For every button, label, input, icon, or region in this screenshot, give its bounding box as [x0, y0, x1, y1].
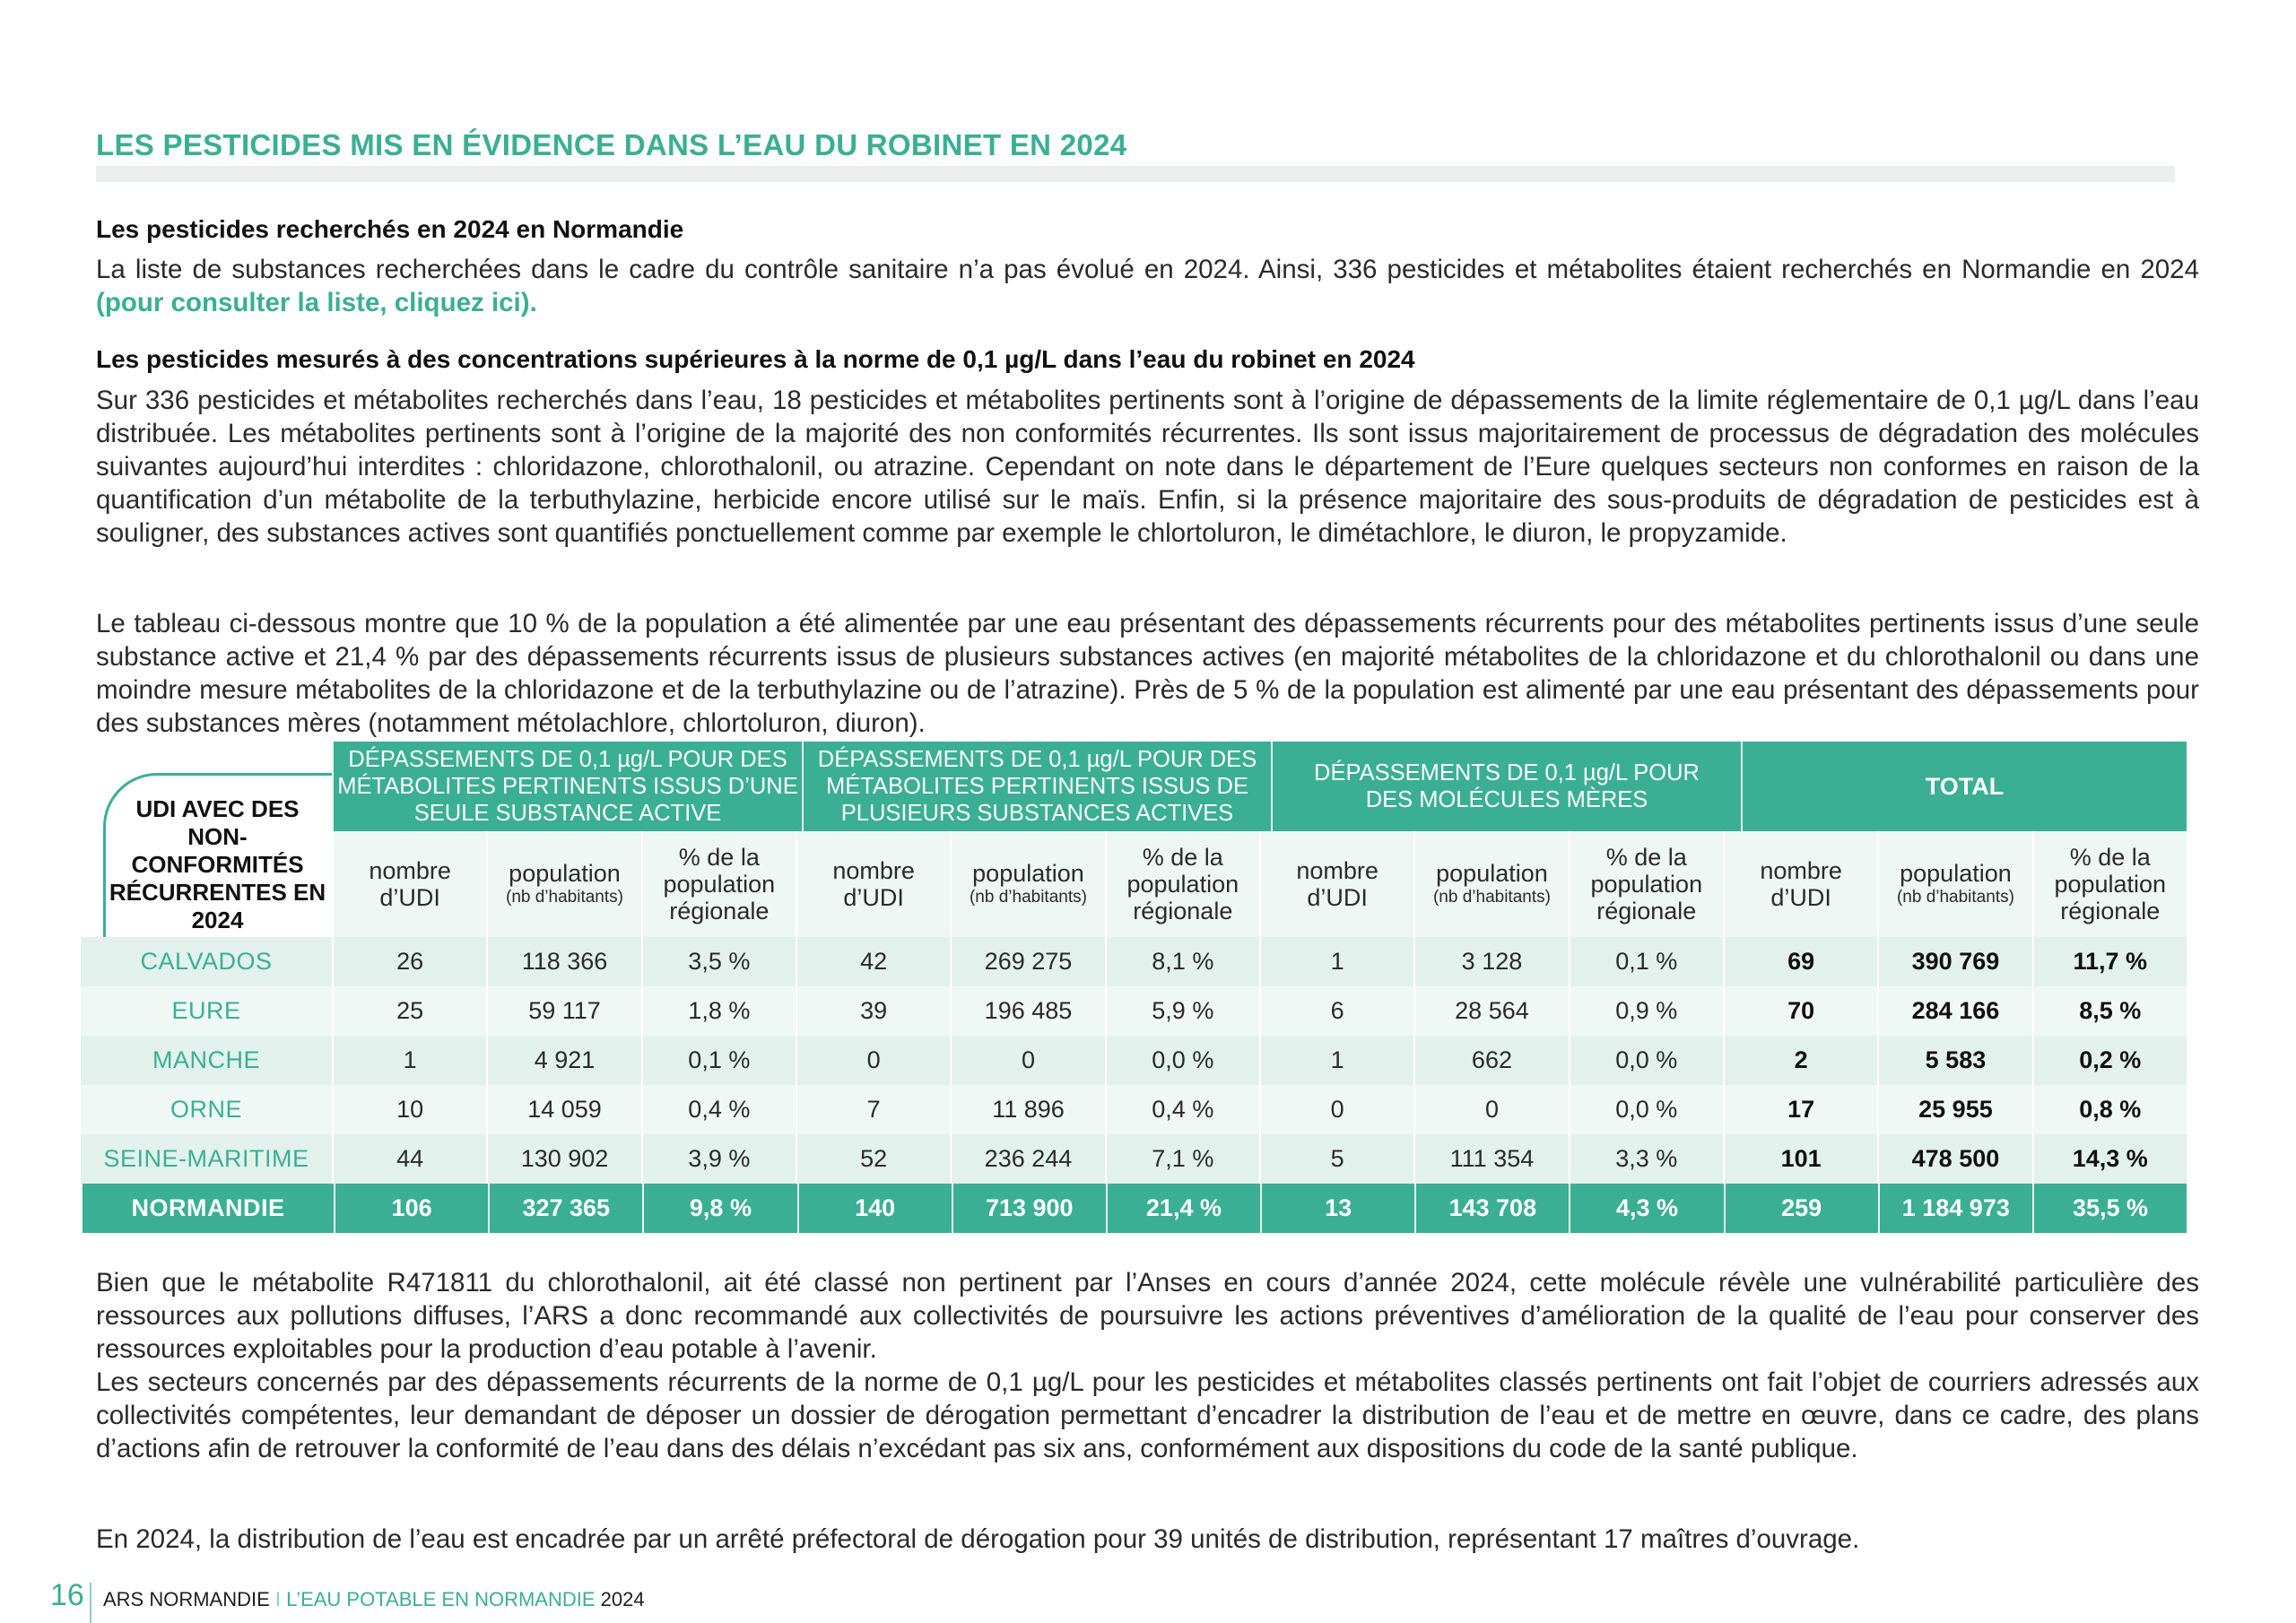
table-cell: 713 900 — [952, 1184, 1106, 1233]
footer-divider — [90, 1583, 91, 1623]
department-name: MANCHE — [152, 1046, 260, 1073]
table-cell: 8,5 % — [2032, 986, 2187, 1036]
table-cell: 106 — [334, 1184, 488, 1233]
table-cell: 327 365 — [488, 1184, 642, 1233]
table-cell: 0,2 % — [2032, 1036, 2187, 1085]
subheader-population-label: population — [1436, 860, 1548, 887]
table-cell: 6 — [1259, 986, 1413, 1036]
table-cell: 1 184 973 — [1878, 1184, 2032, 1233]
table-cell: 9,8 % — [642, 1184, 796, 1233]
table-cell: 5,9 % — [1105, 986, 1259, 1036]
table-row — [81, 1134, 2187, 1184]
subheader-percent — [1569, 831, 1723, 937]
table-cell: 25 955 — [1877, 1085, 2031, 1134]
table-cell: 21,4 % — [1106, 1184, 1260, 1233]
table-cell: 8,1 % — [1105, 937, 1259, 986]
subheader-count — [1259, 831, 1413, 937]
subheader-count — [332, 831, 486, 937]
block2-paragraph-2: Le tableau ci-dessous montre que 10 % de la population a été alimentée par une eau présentant des dépassements récurrents pour des métabolites pertinents issus d’une seule substance active et 21,4 % par des dépassements récurrents issus de plusieurs substances actives (en majorité métabolites de la chloridazone et du chlorothalonil ou dans une moindre mesure métabolites de la chloridazone et de la terbuthylazine ou de l’atrazine). Près de 5 % de la population est alimenté par une eau présentant des dépassements pour des substances mères (notamment métolachlore, chlortoluron, diuron). — [96, 609, 2199, 738]
table-cell: 0,1 % — [1569, 937, 1723, 986]
subheader-percent — [641, 831, 796, 937]
footer-title: L’EAU POTABLE EN NORMANDIE — [286, 1588, 596, 1610]
block3-paragraph-2: Les secteurs concernés par des dépassements récurrents de la norme de 0,1 µg/L pour les pesticides et métabolites classés pertinents ont fait l’objet de courriers adressés aux collectivités compétentes, leur demandant de déposer un dossier de dérogation permettant d’encadrer la distribution de l’eau et de mettre en œuvre, dans ce cadre, des plans d’actions afin de retrouver la conformité de l’eau dans des délais n’excédant pas six ans, conformément aux dispositions du code de la santé publique. — [96, 1367, 2199, 1463]
table-cell: 7,1 % — [1105, 1134, 1259, 1184]
subheader-percent — [2032, 831, 2187, 937]
table-cell: 143 708 — [1414, 1184, 1569, 1233]
table-cell: 390 769 — [1877, 937, 2031, 986]
table-cell: 59 117 — [486, 986, 640, 1036]
table-cell: 13 — [1260, 1184, 1414, 1233]
table-cell: 0,4 % — [641, 1085, 796, 1134]
footer-year: 2024 — [600, 1588, 645, 1610]
subheader-count-label: nombre d’UDI — [1760, 857, 1842, 911]
table-cell: 0 — [796, 1036, 950, 1085]
subheader-percent-label: % de la population régionale — [2054, 844, 2167, 924]
table-cell: 35,5 % — [2032, 1184, 2187, 1233]
table-cell: 14 059 — [486, 1085, 640, 1134]
sub-header-row — [332, 831, 2187, 937]
subheader-population-note: (nb d’habitants) — [1432, 888, 1551, 907]
subheader-population-label: population — [972, 860, 1084, 887]
table-cell: 118 366 — [486, 937, 640, 986]
table-cell: 3,3 % — [1569, 1134, 1723, 1184]
table-row — [81, 1085, 2187, 1134]
table-cell: 1,8 % — [641, 986, 796, 1036]
table-cell: 14,3 % — [2032, 1134, 2187, 1184]
table-cell: 44 — [332, 1134, 486, 1184]
table-cell: 269 275 — [950, 937, 1104, 986]
department-name: EURE — [171, 997, 241, 1024]
table-cell: 1 — [332, 1036, 486, 1085]
block3-paragraph-3: En 2024, la distribution de l’eau est encadrée par un arrêté préfectoral de dérogation pour 39 unités de distribution, représentant 17 maîtres d’ouvrage. — [96, 1524, 1860, 1554]
section-title: LES PESTICIDES MIS EN ÉVIDENCE DANS L’EAU DU ROBINET EN 2024 — [96, 128, 1127, 161]
section-title-bar — [96, 166, 2175, 182]
table-cell: 0 — [950, 1036, 1104, 1085]
list-link[interactable]: (pour consulter la liste, cliquez ici). — [96, 288, 537, 317]
table-cell: 2 — [1723, 1036, 1877, 1085]
table-cell: 1 — [1259, 1036, 1413, 1085]
group-header-parent: DÉPASSEMENTS DE 0,1 µg/L POUR DES MOLÉCULES MÈRES — [1271, 742, 1741, 831]
subheader-percent — [1105, 831, 1259, 937]
table-cell: 101 — [1723, 1134, 1877, 1184]
table-cell: 7 — [796, 1085, 950, 1134]
block1-text: La liste de substances recherchées dans le cadre du contrôle sanitaire n’a pas évolué en 2024. Ainsi, 336 pesticides et métabolites étaient recherchés en Normandie en 2024 — [96, 255, 2199, 284]
subheader-population — [950, 831, 1104, 937]
table-cell: 3 128 — [1413, 937, 1568, 986]
table-cell: 11,7 % — [2032, 937, 2187, 986]
footer-org: ARS NORMANDIE — [103, 1588, 270, 1610]
subheader-population-label: population — [509, 860, 621, 887]
table-cell: 42 — [796, 937, 950, 986]
table-cell: 0,4 % — [1105, 1085, 1259, 1134]
table-cell: 111 354 — [1413, 1134, 1568, 1184]
table-cell: 130 902 — [486, 1134, 640, 1184]
table-cell: 478 500 — [1877, 1134, 2031, 1184]
table-cell: 70 — [1723, 986, 1877, 1036]
table-row — [81, 986, 2187, 1036]
table-cell: 140 — [797, 1184, 952, 1233]
group-header-single: DÉPASSEMENTS DE 0,1 µg/L POUR DES MÉTABOLITES PERTINENTS ISSUS D’UNE SEULE SUBSTANCE ACTIVE — [332, 742, 802, 831]
table-cell: 0,8 % — [2032, 1085, 2187, 1134]
table-cell: 3,9 % — [641, 1134, 796, 1184]
table-cell: 662 — [1413, 1036, 1568, 1085]
table-cell: 236 244 — [950, 1134, 1104, 1184]
block3-paragraph: Bien que le métabolite R471811 du chlorothalonil, ait été classé non pertinent par l’Anses en cours d’année 2024, cette molécule révèle une vulnérabilité particulière des ressources aux pollutions diffuses, l’ARS a donc recommandé aux collectivités de poursuivre les actions préventives d’amélioration de la qualité de l’eau pour conserver des ressources exploitables pour la production d’eau potable à l’avenir. — [96, 1268, 2199, 1364]
table-cell: 10 — [332, 1085, 486, 1134]
department-name: NORMANDIE — [81, 1184, 334, 1233]
table-cell: 259 — [1724, 1184, 1878, 1233]
table-cell: 0,9 % — [1569, 986, 1723, 1036]
subheader-percent-label: % de la population régionale — [663, 844, 776, 924]
table-cell: 0,1 % — [641, 1036, 796, 1085]
row-header: UDI AVEC DES NON-CONFORMITÉS RÉCURRENTES EN 2024 — [109, 795, 326, 933]
table-cell: 0,0 % — [1569, 1085, 1723, 1134]
table-cell: 0 — [1259, 1085, 1413, 1134]
table-cell: 5 583 — [1877, 1036, 2031, 1085]
subheader-population-note: (nb d’habitants) — [969, 888, 1087, 907]
table-cell: 4,3 % — [1569, 1184, 1723, 1233]
footer — [103, 1588, 645, 1611]
table-cell: 26 — [332, 937, 486, 986]
table-cell: 17 — [1723, 1085, 1877, 1134]
subheader-population-label: population — [1900, 860, 2012, 887]
table-cell: 4 921 — [486, 1036, 640, 1085]
block1-heading: Les pesticides recherchés en 2024 en Normandie — [96, 215, 684, 243]
department-name: ORNE — [170, 1096, 242, 1123]
subheader-population — [1413, 831, 1568, 937]
table-cell: 0 — [1413, 1085, 1568, 1134]
table-cell: 25 — [332, 986, 486, 1036]
table-cell: 284 166 — [1877, 986, 2031, 1036]
table-cell: 28 564 — [1413, 986, 1568, 1036]
subheader-count — [1723, 831, 1877, 937]
block1-paragraph — [96, 253, 2199, 319]
table-cell: 11 896 — [950, 1085, 1104, 1134]
pesticides-table — [81, 742, 2187, 1233]
table-total-row — [81, 1184, 2187, 1233]
department-name: SEINE-MARITIME — [103, 1145, 309, 1172]
department-name: CALVADOS — [140, 948, 273, 975]
subheader-count-label: nombre d’UDI — [832, 857, 915, 911]
table-cell: 0,0 % — [1105, 1036, 1259, 1085]
footer-separator: I — [274, 1588, 282, 1610]
table-cell: 0,0 % — [1569, 1036, 1723, 1085]
table-cell: 69 — [1723, 937, 1877, 986]
subheader-population-note: (nb d’habitants) — [1896, 888, 2014, 907]
table-row — [81, 937, 2187, 986]
subheader-population — [486, 831, 640, 937]
subheader-count-label: nombre d’UDI — [1296, 857, 1378, 911]
block2-paragraph: Sur 336 pesticides et métabolites recherchés dans l’eau, 18 pesticides et métabolites pertinents sont à l’origine de dépassements de la limite réglementaire de 0,1 µg/L dans l’eau distribuée. Les métabolites pertinents sont à l’origine de la majorité des non conformités récurrentes. Ils sont issus majoritairement de processus de dégradation des molécules suivantes aujourd’hui interdites : chloridazone, chlorothalonil, ou atrazine. Cependant on note dans le département de l’Eure quelques secteurs non conformes en raison de la quantification d’un métabolite de la terbuthylazine, herbicide encore utilisé sur le maïs. Enfin, si la présence majoritaire des sous-produits de dégradation de pesticides est à souligner, des substances actives sont quantifiés ponctuellement comme par exemple le chlortoluron, le dimétachlore, le diuron, le propyzamide. — [96, 386, 2199, 548]
subheader-percent-label: % de la population régionale — [1126, 844, 1239, 924]
subheader-count — [796, 831, 950, 937]
table-cell: 1 — [1259, 937, 1413, 986]
table-cell: 3,5 % — [641, 937, 796, 986]
table-cell: 52 — [796, 1134, 950, 1184]
group-header-total: TOTAL — [1741, 742, 2187, 831]
group-header-multiple: DÉPASSEMENTS DE 0,1 µg/L POUR DES MÉTABOLITES PERTINENTS ISSUS DE PLUSIEURS SUBSTANCES ACTIVES — [802, 742, 1271, 831]
page-number: 16 — [50, 1578, 84, 1612]
table-cell: 39 — [796, 986, 950, 1036]
table-cell: 196 485 — [950, 986, 1104, 1036]
subheader-population — [1877, 831, 2031, 937]
subheader-count-label: nombre d’UDI — [369, 857, 451, 911]
block2-heading: Les pesticides mesurés à des concentrations supérieures à la norme de 0,1 µg/L dans l’eau du robinet en 2024 — [96, 345, 1415, 373]
table-cell: 5 — [1259, 1134, 1413, 1184]
subheader-population-note: (nb d’habitants) — [506, 888, 623, 907]
table-row — [81, 1036, 2187, 1085]
subheader-percent-label: % de la population régionale — [1590, 844, 1703, 924]
